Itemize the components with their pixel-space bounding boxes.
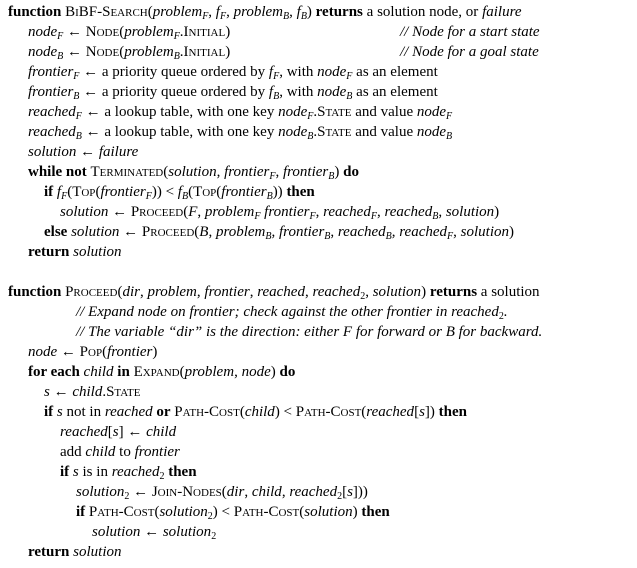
f2-signature: function Proceed(dir, problem, frontier, reached, reached$_2$, solution) returns a solution xyxy=(8,284,540,302)
f1-line-node-b: node$_B$ ← Node(problem$_B$.Initial) xyxy=(28,44,231,62)
f1-line-node-f: node$_F$ ← Node(problem$_F$.Initial) xyxy=(28,24,231,42)
f2-line-assign-solution: solution ← solution$_2$ xyxy=(92,524,217,542)
f2-line-s: s ← child.State xyxy=(44,384,141,400)
f1-line-reached-b: reached$_B$ ← a lookup table, with one key node$_B$.State and value node$_B$ xyxy=(28,124,453,142)
f1-line-frontier-f: frontier$_F$ ← a priority queue ordered by $f_F$, with node$_F$ as an element xyxy=(28,64,438,82)
f1-line-proceed-f: solution ← Proceed(F, problem$_F$ frontier$_F$, reached$_F$, reached$_B$, solution) xyxy=(60,204,500,222)
f1-comment-start: // Node for a start state xyxy=(400,24,540,40)
f2-line-if-reached: if s not in reached or Path-Cost(child) < Path-Cost(reached[s]) then xyxy=(44,404,467,420)
f2-comment-expand: // Expand node on frontier; check against the other frontier in reached$_2$. xyxy=(76,304,508,322)
f1-line-reached-f: reached$_F$ ← a lookup table, with one key node$_F$.State and value node$_F$ xyxy=(28,104,453,122)
f2-line-assign-reached: reached[s] ← child xyxy=(60,424,177,440)
f1-signature: function BiBF-Search(problem$_F$, $f_F$, problem$_B$, $f_B$) returns a solution node, or failure xyxy=(8,4,522,22)
f2-line-pop: node ← Pop(frontier) xyxy=(28,344,158,360)
f2-line-if-cost: if Path-Cost(solution$_2$) < Path-Cost(solution) then xyxy=(76,504,390,522)
f1-line-while: while not Terminated(solution, frontier$_F$, frontier$_B$) do xyxy=(28,164,359,182)
f1-line-return: return solution xyxy=(28,244,122,260)
f1-line-if: if $f_F(Top(frontier_F))$ < $f_B(Top(frontier_B))$ then xyxy=(44,184,315,202)
f1-comment-goal: // Node for a goal state xyxy=(400,44,539,60)
f1-line-solution: solution ← failure xyxy=(28,144,139,160)
f1-line-frontier-b: frontier$_B$ ← a priority queue ordered by $f_B$, with node$_B$ as an element xyxy=(28,84,438,102)
text: // The variable “dir” is the direction: either F for forward or B for backward. xyxy=(76,324,543,340)
f2-line-join: solution$_2$ ← Join-Nodes(dir, child, reached$_2$[s])) xyxy=(76,484,368,502)
f2-line-return: return solution xyxy=(28,544,122,560)
f1-line-else: else solution ← Proceed(B, problem$_B$, frontier$_B$, reached$_B$, reached$_F$, solution) xyxy=(44,224,514,242)
f2-line-add: add child to frontier xyxy=(60,444,180,460)
f2-comment-dir xyxy=(76,322,542,342)
f2-line-if-reached2: if s is in reached$_2$ then xyxy=(60,464,197,482)
f2-line-for: for each child in Expand(problem, node) do xyxy=(28,364,296,380)
